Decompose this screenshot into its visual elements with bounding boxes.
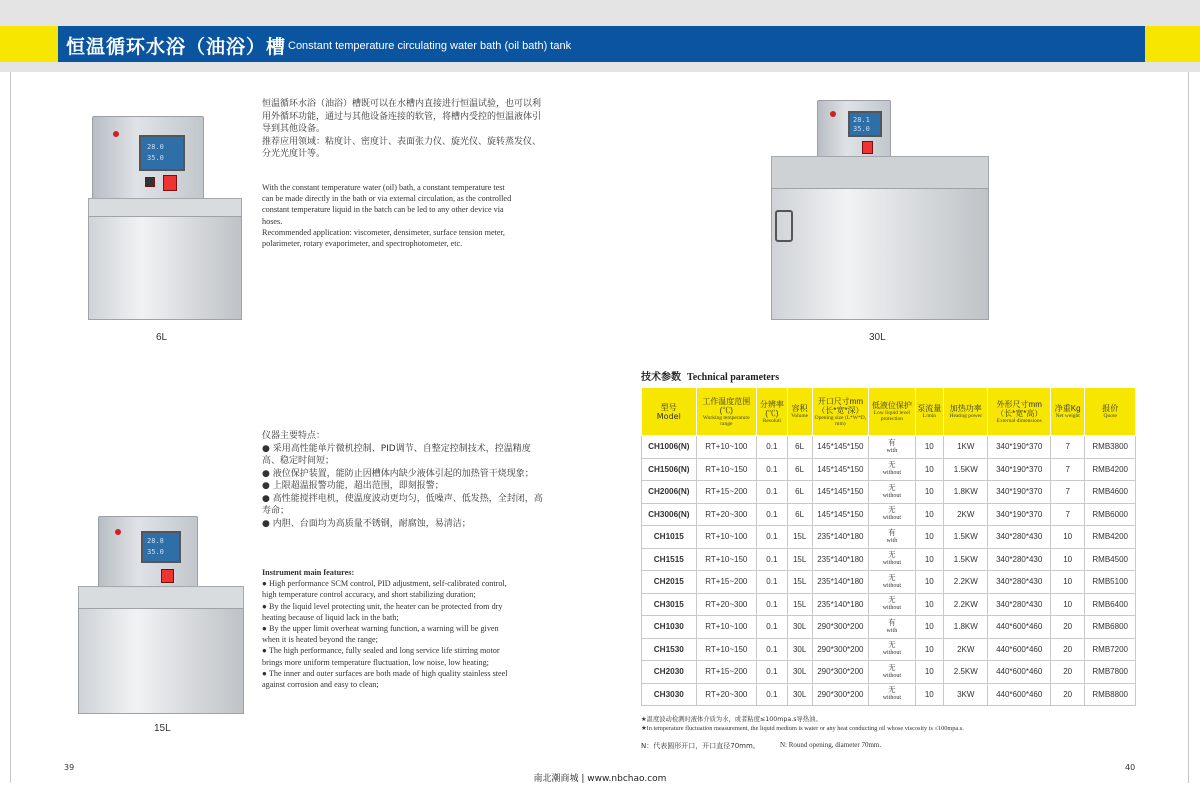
cell-power: 2KW <box>944 638 988 661</box>
product-image-6l: 28.0 35.0 <box>88 110 248 325</box>
intro-cn-line: 用外循环功能，通过与其他设备连接的软管，将槽内受控的恒温液体引 <box>262 111 542 122</box>
cell-resolution: 0.1 <box>757 593 788 616</box>
cell-opening: 290*300*200 <box>812 638 869 661</box>
table-row <box>642 616 1136 639</box>
col-header-volume: 容积 Volume <box>787 388 812 436</box>
cell-range: RT+15~200 <box>696 481 756 504</box>
cell-pump: 10 <box>915 503 944 526</box>
col-header-pump: 泵流量 L/min <box>915 388 944 436</box>
page-border-left <box>10 72 11 783</box>
table-row <box>642 481 1136 504</box>
col-header-range: 工作温度范围(℃) Working temperature range <box>696 388 756 436</box>
cell-pump: 10 <box>915 638 944 661</box>
cell-weight: 7 <box>1050 481 1084 504</box>
features-en-line: ● High performance SCM control, PID adjustment, self-calibrated control, <box>262 579 507 589</box>
table-row <box>642 503 1136 526</box>
page-number-right: 40 <box>1125 763 1136 772</box>
cell-weight: 20 <box>1050 638 1084 661</box>
cell-model: CH1530 <box>642 638 697 661</box>
cell-range: RT+20~300 <box>696 593 756 616</box>
cell-pump: 10 <box>915 661 944 684</box>
cell-pump: 10 <box>915 593 944 616</box>
cell-model: CH1030 <box>642 616 697 639</box>
intro-cn-line: 恒温循环水浴（油浴）槽既可以在水槽内直接进行恒温试验，也可以利 <box>262 99 542 109</box>
spec-header-row <box>642 388 1136 436</box>
tech-title-cn: 技术参数 <box>641 372 681 383</box>
features-text-cn <box>262 430 572 530</box>
cell-protection: 无 without <box>869 548 915 571</box>
intro-en-line: can be made directly in the bath or via external circulation, as the controlled <box>262 194 512 204</box>
table-row <box>642 548 1136 571</box>
cell-price: RMB5100 <box>1085 571 1136 594</box>
cell-resolution: 0.1 <box>757 683 788 706</box>
cell-volume: 15L <box>787 548 812 571</box>
col-header-power: 加热功率 Heating power <box>944 388 988 436</box>
cell-resolution: 0.1 <box>757 458 788 481</box>
cell-weight: 20 <box>1050 661 1084 684</box>
table-row <box>642 593 1136 616</box>
features-en-line: ● The inner and outer surfaces are both made of high quality stainless steel <box>262 668 508 678</box>
col-header-model: 型号 Model <box>642 388 697 436</box>
cell-volume: 15L <box>787 526 812 549</box>
cell-range: RT+10~150 <box>696 458 756 481</box>
cell-model: CH2015 <box>642 571 697 594</box>
cell-resolution: 0.1 <box>757 548 788 571</box>
cell-power: 1.5KW <box>944 458 988 481</box>
features-cn-line: ● 液位保护装置，能防止因槽体内缺少液体引起的加热管干烧现象； <box>262 468 534 479</box>
cell-price: RMB6800 <box>1085 616 1136 639</box>
cell-volume: 30L <box>787 638 812 661</box>
cell-price: RMB4200 <box>1085 458 1136 481</box>
cell-dimensions: 340*190*370 <box>988 458 1050 481</box>
cell-resolution: 0.1 <box>757 661 788 684</box>
cell-protection: 无 without <box>869 638 915 661</box>
cell-opening: 145*145*150 <box>812 503 869 526</box>
cell-range: RT+20~300 <box>696 683 756 706</box>
cell-power: 1.8KW <box>944 616 988 639</box>
features-cn-line: 高、稳定时间短； <box>262 456 335 466</box>
features-en-line: when it is heated beyond the range; <box>262 635 378 645</box>
cell-pump: 10 <box>915 571 944 594</box>
caption-30l: 30L <box>869 332 886 343</box>
col-header-resolution: 分辨率(℃) Resoluti <box>757 388 788 436</box>
cell-volume: 15L <box>787 571 812 594</box>
cell-weight: 7 <box>1050 436 1084 459</box>
cell-price: RMB4500 <box>1085 548 1136 571</box>
features-cn-line: ● 采用高性能单片微机控制、PID调节、自整定控制技术，控温精度 <box>262 443 531 454</box>
cell-power: 2.2KW <box>944 593 988 616</box>
cell-volume: 6L <box>787 458 812 481</box>
cell-model: CH1006(N) <box>642 436 697 459</box>
tank-side-handle <box>775 210 793 242</box>
cell-weight: 7 <box>1050 503 1084 526</box>
features-en-title: Instrument main features: <box>262 568 355 577</box>
header-accent-right <box>1145 26 1200 62</box>
cell-range: RT+10~150 <box>696 638 756 661</box>
cell-weight: 20 <box>1050 616 1084 639</box>
cell-resolution: 0.1 <box>757 503 788 526</box>
cell-resolution: 0.1 <box>757 526 788 549</box>
cell-model: CH3006(N) <box>642 503 697 526</box>
col-header-dimensions: 外形尺寸mm（长*宽*高） External dimensions <box>988 388 1050 436</box>
features-en-line: heating because of liquid lack in the bath; <box>262 612 399 622</box>
cell-resolution: 0.1 <box>757 436 788 459</box>
cell-power: 3KW <box>944 683 988 706</box>
cell-model: CH3015 <box>642 593 697 616</box>
cell-opening: 235*140*180 <box>812 593 869 616</box>
cell-volume: 6L <box>787 503 812 526</box>
cell-weight: 10 <box>1050 571 1084 594</box>
cell-pump: 10 <box>915 458 944 481</box>
cell-resolution: 0.1 <box>757 571 788 594</box>
cell-range: RT+10~100 <box>696 436 756 459</box>
cell-dimensions: 440*600*460 <box>988 661 1050 684</box>
cell-opening: 290*300*200 <box>812 683 869 706</box>
cell-power: 1.8KW <box>944 481 988 504</box>
cell-protection: 无 without <box>869 683 915 706</box>
cell-power: 1.5KW <box>944 526 988 549</box>
table-row <box>642 683 1136 706</box>
cell-protection: 无 without <box>869 571 915 594</box>
cell-power: 2.2KW <box>944 571 988 594</box>
cell-price: RMB7200 <box>1085 638 1136 661</box>
page-title-en: Constant temperature circulating water bath (oil bath) tank <box>288 40 572 52</box>
features-en-line: ● By the liquid level protecting unit, the heater can be protected from dry <box>262 601 503 611</box>
cell-model: CH2030 <box>642 661 697 684</box>
note-n-en: N: Round opening, diameter 70mm. <box>780 741 882 749</box>
col-header-price: 报价 Quote <box>1085 388 1136 436</box>
cell-range: RT+15~200 <box>696 661 756 684</box>
cell-dimensions: 340*280*430 <box>988 526 1050 549</box>
col-header-protection: 低液位保护 Low liquid level protection <box>869 388 915 436</box>
table-row <box>642 571 1136 594</box>
cell-price: RMB6400 <box>1085 593 1136 616</box>
intro-en-line: With the constant temperature water (oil) bath, a constant temperature test <box>262 183 505 192</box>
cell-dimensions: 340*280*430 <box>988 571 1050 594</box>
cell-dimensions: 340*280*430 <box>988 593 1050 616</box>
cell-volume: 6L <box>787 436 812 459</box>
page-number-left: 39 <box>64 763 75 772</box>
caption-15l: 15L <box>154 723 171 734</box>
cell-model: CH2006(N) <box>642 481 697 504</box>
cell-range: RT+15~200 <box>696 571 756 594</box>
features-en-line: brings more uniform temperature fluctuation, low noise, low heating; <box>262 657 489 667</box>
table-row <box>642 458 1136 481</box>
cell-opening: 290*300*200 <box>812 616 869 639</box>
cell-range: RT+10~150 <box>696 548 756 571</box>
features-en-line: high temperature control accuracy, and short stabilizing duration; <box>262 590 476 600</box>
cell-weight: 10 <box>1050 593 1084 616</box>
cell-dimensions: 440*600*460 <box>988 616 1050 639</box>
product-image-30l: 28.1 35.0 <box>765 98 995 323</box>
cell-opening: 235*140*180 <box>812 526 869 549</box>
cell-resolution: 0.1 <box>757 638 788 661</box>
cell-weight: 10 <box>1050 526 1084 549</box>
cell-opening: 145*145*150 <box>812 481 869 504</box>
tech-params-title <box>641 368 779 383</box>
col-header-opening: 开口尺寸mm（长*宽*深） Opening size (L*W*D, mm) <box>812 388 869 436</box>
cell-model: CH1506(N) <box>642 458 697 481</box>
cell-protection: 有 with <box>869 616 915 639</box>
cell-dimensions: 340*190*370 <box>988 503 1050 526</box>
cell-price: RMB4600 <box>1085 481 1136 504</box>
spec-table <box>641 387 1136 706</box>
header-accent-left <box>0 26 58 62</box>
cell-dimensions: 340*280*430 <box>988 548 1050 571</box>
table-row <box>642 638 1136 661</box>
intro-en-line: constant temperature liquid in the batch can be led to any other device via <box>262 205 504 215</box>
cell-dimensions: 440*600*460 <box>988 683 1050 706</box>
cell-protection: 无 without <box>869 503 915 526</box>
page-title-cn: 恒温循环水浴（油浴）槽 <box>66 36 287 58</box>
features-cn-line: ● 内胆、台面均为高质量不锈钢，耐腐蚀，易清洁； <box>262 518 471 529</box>
cell-weight: 10 <box>1050 548 1084 571</box>
features-cn-line: 寿命； <box>262 506 290 516</box>
cell-protection: 无 without <box>869 593 915 616</box>
cell-dimensions: 340*190*370 <box>988 481 1050 504</box>
intro-cn-line: 分光光度计等。 <box>262 149 326 159</box>
intro-text-en <box>262 182 567 249</box>
cell-power: 2.5KW <box>944 661 988 684</box>
intro-en-line: hoses. <box>262 216 283 226</box>
cell-pump: 10 <box>915 481 944 504</box>
intro-cn-line: 导到其他设备。 <box>262 124 326 134</box>
cell-model: CH1015 <box>642 526 697 549</box>
cell-price: RMB3800 <box>1085 436 1136 459</box>
cell-opening: 235*140*180 <box>812 571 869 594</box>
cell-model: CH3030 <box>642 683 697 706</box>
cell-volume: 15L <box>787 593 812 616</box>
cell-pump: 10 <box>915 436 944 459</box>
cell-weight: 20 <box>1050 683 1084 706</box>
cell-dimensions: 340*190*370 <box>988 436 1050 459</box>
cell-price: RMB8800 <box>1085 683 1136 706</box>
note-n-cn: N：代表圆形开口，开口直径70mm。 <box>641 742 760 750</box>
cell-power: 1.5KW <box>944 548 988 571</box>
cell-volume: 6L <box>787 481 812 504</box>
caption-6l: 6L <box>156 332 168 343</box>
cell-weight: 7 <box>1050 458 1084 481</box>
cell-protection: 有 with <box>869 436 915 459</box>
features-cn-line: ● 上限超温报警功能，超出范围，即刻报警； <box>262 481 444 491</box>
table-row <box>642 661 1136 684</box>
cell-volume: 30L <box>787 683 812 706</box>
features-text-en <box>262 567 572 690</box>
cell-pump: 10 <box>915 548 944 571</box>
page-border-right <box>1188 72 1189 783</box>
intro-text-cn <box>262 98 567 161</box>
cell-pump: 10 <box>915 616 944 639</box>
features-en-line: against corrosion and easy to clean; <box>262 680 379 690</box>
table-row <box>642 436 1136 459</box>
cell-pump: 10 <box>915 683 944 706</box>
cell-protection: 无 without <box>869 661 915 684</box>
intro-cn-line: 推荐应用领域：粘度计、密度计、表面张力仪、旋光仪、旋转蒸发仪、 <box>262 136 542 147</box>
cell-opening: 290*300*200 <box>812 661 869 684</box>
cell-range: RT+10~100 <box>696 526 756 549</box>
cell-range: RT+20~300 <box>696 503 756 526</box>
features-cn-title: 仪器主要特点： <box>262 431 326 441</box>
cell-volume: 30L <box>787 661 812 684</box>
cell-dimensions: 440*600*460 <box>988 638 1050 661</box>
cell-protection: 无 without <box>869 481 915 504</box>
cell-protection: 有 with <box>869 526 915 549</box>
cell-range: RT+10~100 <box>696 616 756 639</box>
cell-pump: 10 <box>915 526 944 549</box>
cell-protection: 无 without <box>869 458 915 481</box>
note-en: ★In temperature fluctuation measurement, the liquid medium is water or any heat conducting oil whose viscosity is ≤100mpa.s. <box>641 725 964 732</box>
table-row <box>642 526 1136 549</box>
intro-en-line: polarimeter, rotary evaporimeter, and spectrophotometer, etc. <box>262 239 463 249</box>
cell-model: CH1515 <box>642 548 697 571</box>
features-cn-line: ● 高性能搅拌电机，使温度波动更均匀，低噪声、低发热，全封闭，高 <box>262 493 543 504</box>
intro-en-line: Recommended application: viscometer, densimeter, surface tension meter, <box>262 227 505 237</box>
cell-volume: 30L <box>787 616 812 639</box>
cell-resolution: 0.1 <box>757 481 788 504</box>
tech-title-en: Technical parameters <box>687 372 780 383</box>
cell-power: 1KW <box>944 436 988 459</box>
col-header-weight: 净重Kg Net weight <box>1050 388 1084 436</box>
cell-price: RMB4200 <box>1085 526 1136 549</box>
footer-text: 南北潮商城 | www.nbchao.com <box>533 774 667 784</box>
cell-opening: 235*140*180 <box>812 548 869 571</box>
cell-price: RMB7800 <box>1085 661 1136 684</box>
cell-resolution: 0.1 <box>757 616 788 639</box>
cell-price: RMB6000 <box>1085 503 1136 526</box>
features-en-line: ● The high performance, fully sealed and long service life stirring motor <box>262 646 500 656</box>
cell-opening: 145*145*150 <box>812 436 869 459</box>
features-en-line: ● By the upper limit overheat warning function, a warning will be given <box>262 624 499 634</box>
note-cn: ★温度波动检测时液体介质为水，或者粘度≤100mpa.s导热油。 <box>641 716 822 723</box>
product-image-15l: 28.8 35.0 <box>78 514 244 714</box>
cell-power: 2KW <box>944 503 988 526</box>
cell-opening: 145*145*150 <box>812 458 869 481</box>
